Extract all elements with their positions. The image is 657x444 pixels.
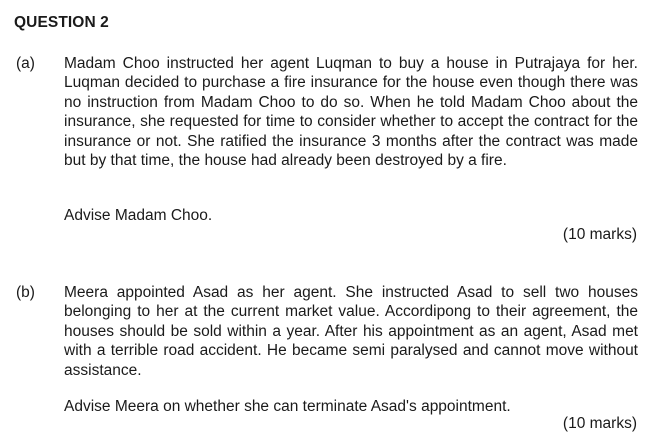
part-a-label: (a) — [16, 55, 35, 72]
part-a-marks: (10 marks) — [562, 226, 637, 243]
question-title: QUESTION 2 — [14, 14, 109, 31]
part-b-task: Advise Meera on whether she can terminate Asad's appointment. — [64, 398, 511, 415]
part-a-task: Advise Madam Choo. — [64, 207, 213, 224]
part-b-label: (b) — [16, 284, 35, 301]
part-b-body: Meera appointed Asad as her agent. She instructed Asad to sell two houses belonging to her at the current market value. Accordipong to their agreement, the houses should be sold within a year. After his appointment as an agent, Asad met with a terrible road accident. He became semi paralysed and cannot move without assistance. — [64, 284, 638, 379]
part-b-marks: (10 marks) — [562, 415, 637, 432]
part-a-body: Madam Choo instructed her agent Luqman to buy a house in Putrajaya for her. Luqman decided to purchase a fire insurance for the house even though there was no instruction from Madam Choo to do so. When he told Madam Choo about the insurance, she requested for time to consider whether to accept the contract for the insurance or not. She ratified the insurance 3 months after the contract was made but by that time, the house had already been destroyed by a fire. — [64, 55, 638, 170]
